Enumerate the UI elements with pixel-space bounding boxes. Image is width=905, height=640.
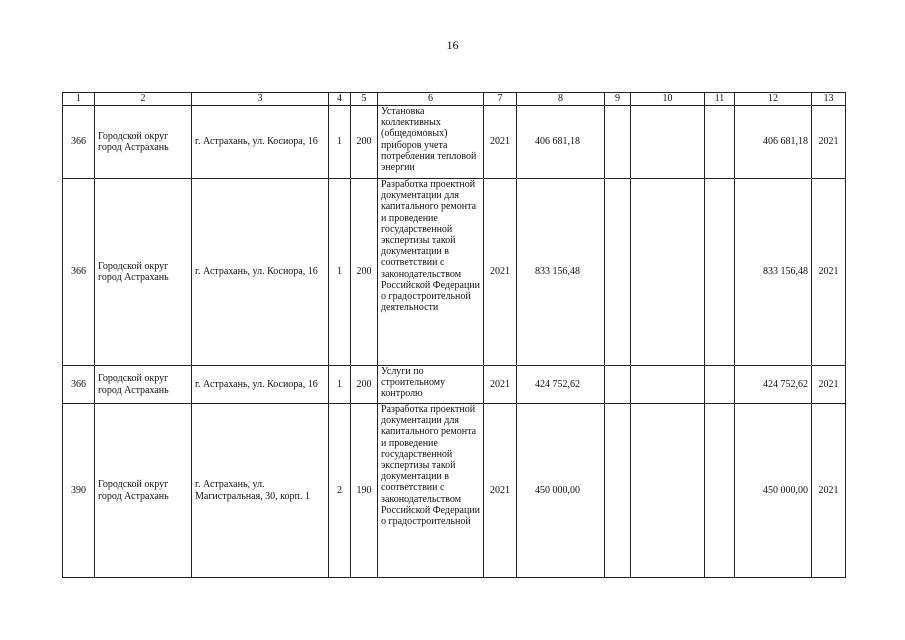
work-type-cell: Услуги по строительному контролю <box>378 366 484 404</box>
table-row <box>63 366 846 404</box>
col13-cell: 2021 <box>812 404 846 578</box>
col10-cell <box>631 106 705 179</box>
address-cell: г. Астрахань, ул. Косиора, 16 <box>192 106 329 179</box>
col4-cell: 2 <box>329 404 351 578</box>
col10-cell <box>631 404 705 578</box>
col11-cell <box>705 366 735 404</box>
col12-cell: 406 681,18 <box>735 106 812 179</box>
row-number-cell: 366 <box>63 179 95 366</box>
col4-cell: 1 <box>329 106 351 179</box>
column-header: 5 <box>351 93 378 106</box>
register-table <box>62 92 846 578</box>
year-cell: 2021 <box>484 366 517 404</box>
work-type-cell: Разработка проектной документации для капитального ремонта и проведение государственной экспертизы такой документации в соответствии с законодательством Российской Федерации о градостроительной <box>378 404 484 578</box>
cost-cell: 424 752,62 <box>517 366 605 404</box>
col12-cell: 833 156,48 <box>735 179 812 366</box>
row-number-cell: 366 <box>63 106 95 179</box>
cost-cell: 406 681,18 <box>517 106 605 179</box>
column-header: 11 <box>705 93 735 106</box>
cost-cell: 450 000,00 <box>517 404 605 578</box>
year-cell: 2021 <box>484 404 517 578</box>
column-header: 13 <box>812 93 846 106</box>
table-row <box>63 106 846 179</box>
col9-cell <box>605 366 631 404</box>
municipality-cell: Городской округ город Астрахань <box>95 179 192 366</box>
col11-cell <box>705 404 735 578</box>
address-cell: г. Астрахань, ул. Магистральная, 30, корп. 1 <box>192 404 329 578</box>
year-cell: 2021 <box>484 179 517 366</box>
column-number-row <box>63 93 846 106</box>
municipality-cell: Городской округ город Астрахань <box>95 404 192 578</box>
column-header: 4 <box>329 93 351 106</box>
col13-cell: 2021 <box>812 106 846 179</box>
col11-cell <box>705 106 735 179</box>
col12-cell: 450 000,00 <box>735 404 812 578</box>
column-header: 1 <box>63 93 95 106</box>
column-header: 3 <box>192 93 329 106</box>
col9-cell <box>605 179 631 366</box>
address-cell: г. Астрахань, ул. Косиора, 16 <box>192 366 329 404</box>
col12-cell: 424 752,62 <box>735 366 812 404</box>
col9-cell <box>605 106 631 179</box>
col4-cell: 1 <box>329 366 351 404</box>
column-header: 12 <box>735 93 812 106</box>
table-row <box>63 179 846 366</box>
cost-cell: 833 156,48 <box>517 179 605 366</box>
col9-cell <box>605 404 631 578</box>
column-header: 2 <box>95 93 192 106</box>
col11-cell <box>705 179 735 366</box>
table-row <box>63 404 846 578</box>
address-cell: г. Астрахань, ул. Косиора, 16 <box>192 179 329 366</box>
col5-cell: 190 <box>351 404 378 578</box>
col5-cell: 200 <box>351 179 378 366</box>
municipality-cell: Городской округ город Астрахань <box>95 106 192 179</box>
col10-cell <box>631 366 705 404</box>
col13-cell: 2021 <box>812 366 846 404</box>
col5-cell: 200 <box>351 106 378 179</box>
work-type-cell: Разработка проектной документации для капитального ремонта и проведение государственной экспертизы такой документации в соответствии с законодательством Российской Федерации о градостроительной деятельности <box>378 179 484 366</box>
col5-cell: 200 <box>351 366 378 404</box>
row-number-cell: 366 <box>63 366 95 404</box>
col10-cell <box>631 179 705 366</box>
column-header: 10 <box>631 93 705 106</box>
column-header: 7 <box>484 93 517 106</box>
column-header: 9 <box>605 93 631 106</box>
col13-cell: 2021 <box>812 179 846 366</box>
page-number: 16 <box>446 38 459 52</box>
municipality-cell: Городской округ город Астрахань <box>95 366 192 404</box>
row-number-cell: 390 <box>63 404 95 578</box>
work-type-cell: Установка коллективных (общедомовых) приборов учета потребления тепловой энергии <box>378 106 484 179</box>
col4-cell: 1 <box>329 179 351 366</box>
column-header: 8 <box>517 93 605 106</box>
column-header: 6 <box>378 93 484 106</box>
year-cell: 2021 <box>484 106 517 179</box>
